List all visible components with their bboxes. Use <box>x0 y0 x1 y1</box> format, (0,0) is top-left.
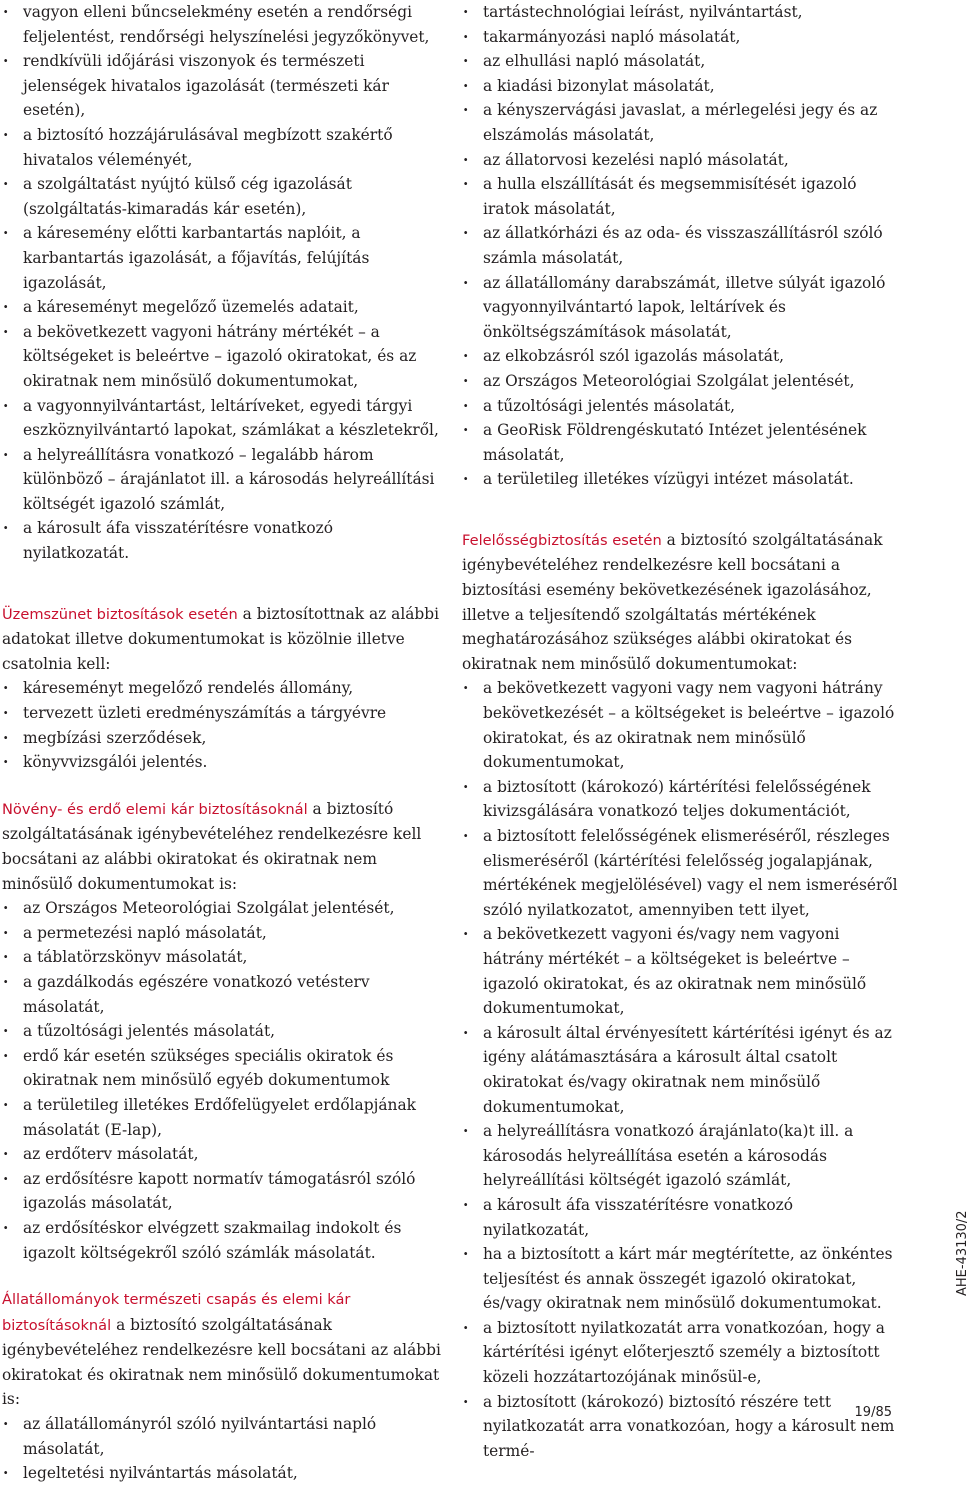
list-item: · a tűzoltósági jelentés másolatát, <box>2 1019 442 1044</box>
felelosseg-list <box>462 676 902 1463</box>
section-lead-uzemszunet: Üzemszünet biztosítások esetén <box>2 605 238 623</box>
list-item: · könyvvizsgálói jelentés. <box>2 750 442 775</box>
list-item: · a kiadási bizonylat másolatát, <box>462 74 902 99</box>
section-text: a biztosítottnak az alábbi adatokat illetve dokumentumokat is közölnie illetve csatolnia kell: <box>2 604 440 673</box>
list-item: · az állatkórházi és az oda- és visszaszállításról szóló számla másolatát, <box>462 221 902 270</box>
list-item: · a biztosított (károkozó) kártérítési felelősségének kivizsgálására vonatkozó teljes dokumentációt, <box>462 775 902 824</box>
list-item: · erdő kár esetén szükséges speciális okiratok és okiratnak nem minősülő egyéb dokumentumok <box>2 1044 442 1093</box>
list-item: · az erdőterv másolatát, <box>2 1142 442 1167</box>
list-item: · a kényszervágási javaslat, a mérlegelési jegy és az elszámolás másolatát, <box>462 98 902 147</box>
noveny-intro <box>2 797 442 896</box>
list-item: · a táblatörzskönyv másolatát, <box>2 945 442 970</box>
section-lead-allat: Állatállományok természeti csapás és elemi kár biztosításoknál <box>2 1291 351 1334</box>
list-item: · tartástechnológiai leírást, nyilvántartást, <box>462 0 902 25</box>
list-item: · a biztosított (károkozó) biztosító részére tett nyilatkozatát arra vonatkozóan, hogy a károsult nem termé- <box>462 1390 902 1464</box>
list-item: · a káreseményt megelőző üzemelés adatait, <box>2 295 442 320</box>
list-item: · az állatállományról szóló nyilvántartási napló másolatát, <box>2 1412 442 1461</box>
list-item: · a hulla elszállítását és megsemmisítését igazoló iratok másolatát, <box>462 172 902 221</box>
list-item: · tervezett üzleti eredményszámítás a tárgyévre <box>2 701 442 726</box>
section-text: a biztosító szolgáltatásának igénybevételéhez rendelkezésre kell bocsátani az alábbi okiratokat és okiratnak nem minősülő dokumentumokat is: <box>2 1315 441 1409</box>
list-item: · az erdősítéskor elvégzett szakmailag indokolt és igazolt költségekről szóló számlák másolatát. <box>2 1216 442 1265</box>
section-text: a biztosító szolgáltatásának igénybevételéhez rendelkezésre kell bocsátani az alábbi okiratokat és okiratnak nem minősülő dokumentumokat is: <box>2 799 422 893</box>
list-item: · az elhullási napló másolatát, <box>462 49 902 74</box>
document-code: AHE-43130/2 <box>955 1210 970 1296</box>
list-item: · a bekövetkezett vagyoni hátrány mértékét – a költségeket is beleértve – igazoló okiratokat, és az okiratnak nem minősülő dokumentumokat, <box>2 320 442 394</box>
list-item: · a károsult által érvényesített kártérítési igényt és az igény alátámasztására a károsult által csatolt okiratokat és/vagy okiratnak nem minősülő dokumentumokat, <box>462 1021 902 1119</box>
list-item: · a bekövetkezett vagyoni vagy nem vagyoni hátrány bekövetkezését – a költségeket is beleértve – igazoló okiratokat, és az okiratnak nem minősülő dokumentumokat, <box>462 676 902 774</box>
list-item: · a permetezési napló másolatát, <box>2 921 442 946</box>
list-item: · az elkobzásról szól igazolás másolatát, <box>462 344 902 369</box>
list-item: · a károsult áfa visszatérítésre vonatkozó nyilatkozatát, <box>462 1193 902 1242</box>
list-item: · a GeoRisk Földrengéskutató Intézet jelentésének másolatát, <box>462 418 902 467</box>
list-item: · a tűzoltósági jelentés másolatát, <box>462 394 902 419</box>
list-item: · az erdősítésre kapott normatív támogatásról szóló igazolás másolatát, <box>2 1167 442 1216</box>
list-item: · a károsult áfa visszatérítésre vonatkozó nyilatkozatát. <box>2 516 442 565</box>
list-item: · takarmányozási napló másolatát, <box>462 25 902 50</box>
list-item: · a biztosított nyilatkozatát arra vonatkozóan, hogy a kártérítési igényt előterjesztő személy a biztosított közeli hozzátartozójának minősül-e, <box>462 1316 902 1390</box>
list-item: · rendkívüli időjárási viszonyok és természeti jelenségek hivatalos igazolását (természeti kár esetén), <box>2 49 442 123</box>
list-item: · az állatállomány darabszámát, illetve súlyát igazoló vagyonnyilvántartó lapok, leltárívek és önköltségszámítások másolatát, <box>462 271 902 345</box>
list-item: · ha a biztosított a kárt már megtérítette, az önkéntes teljesítést és annak összegét igazoló okiratokat, és/vagy okiratnak nem minősülő dokumentumokat. <box>462 1242 902 1316</box>
list-item: · a gazdálkodás egészére vonatkozó vetésterv másolatát, <box>2 970 442 1019</box>
list-item: · a szolgáltatást nyújtó külső cég igazolását (szolgáltatás-kimaradás kár esetén), <box>2 172 442 221</box>
list-item: · a területileg illetékes vízügyi intézet másolatát. <box>462 467 902 492</box>
allat-list <box>2 1412 442 1486</box>
section-lead-noveny: Növény- és erdő elemi kár biztosításoknál <box>2 800 308 818</box>
uzemszunet-list <box>2 676 442 774</box>
section-lead-felelosseg: Felelősségbiztosítás esetén <box>462 531 662 549</box>
list-item: · megbízási szerződések, <box>2 726 442 751</box>
section-text: a biztosító szolgáltatásának igénybevételéhez rendelkezésre kell bocsátani a biztosítási esemény bekövetkezésének igazolásához, illetve a teljesítendő szolgáltatás mértékének meghatározásához szükséges alábbi okiratokat és okiratnak nem minősülő dokumentumokat: <box>462 530 883 673</box>
list-item: · káreseményt megelőző rendelés állomány, <box>2 676 442 701</box>
list-item: · a káresemény előtti karbantartás naplóit, a karbantartás igazolását, a főjavítás, felújítás igazolását, <box>2 221 442 295</box>
list-item: · az állatorvosi kezelési napló másolatát, <box>462 148 902 173</box>
list-item: · az Országos Meteorológiai Szolgálat jelentését, <box>2 896 442 921</box>
allat-intro <box>2 1287 442 1412</box>
page-number: 19/85 <box>854 1405 892 1420</box>
list-item: · a biztosított felelősségének elismeréséről, részleges elismeréséről (kártérítési felelősség jogalapjának, mértékének megjelölésével) vagy el nem ismeréséről szóló nyilatkozatot, amennyiben tett ilyet, <box>462 824 902 922</box>
list-item: · vagyon elleni bűncselekmény esetén a rendőrségi feljelentést, rendőrségi helyszínelési jegyzőkönyvet, <box>2 0 442 49</box>
left-column <box>2 0 442 1486</box>
documents-list <box>2 0 442 566</box>
list-item: · a vagyonnyilvántartást, leltáríveket, egyedi tárgyi eszköznyilvántartó lapokat, számlákat a készletekről, <box>2 394 442 443</box>
list-item: · az Országos Meteorológiai Szolgálat jelentését, <box>462 369 902 394</box>
uzemszunet-intro <box>2 602 442 677</box>
allat-documents-list <box>462 0 902 492</box>
list-item: · a területileg illetékes Erdőfelügyelet erdőlapjának másolatát (E-lap), <box>2 1093 442 1142</box>
list-item: · a helyreállításra vonatkozó – legalább három különböző – árajánlatot ill. a károsodás helyreállítási költségét igazoló számlát, <box>2 443 442 517</box>
list-item: · a biztosító hozzájárulásával megbízott szakértő hivatalos véleményét, <box>2 123 442 172</box>
list-item: · legeltetési nyilvántartás másolatát, <box>2 1461 442 1486</box>
felelosseg-intro <box>462 528 902 677</box>
noveny-list <box>2 896 442 1265</box>
list-item: · a helyreállításra vonatkozó árajánlato(ka)t ill. a károsodás helyreállítása esetén a károsodás helyreállítási költségét igazoló számlát, <box>462 1119 902 1193</box>
right-column <box>462 0 902 1463</box>
list-item: · a bekövetkezett vagyoni és/vagy nem vagyoni hátrány mértékét – a költségeket is beleértve – igazoló okiratokat, és az okiratnak nem minősülő dokumentumokat, <box>462 922 902 1020</box>
